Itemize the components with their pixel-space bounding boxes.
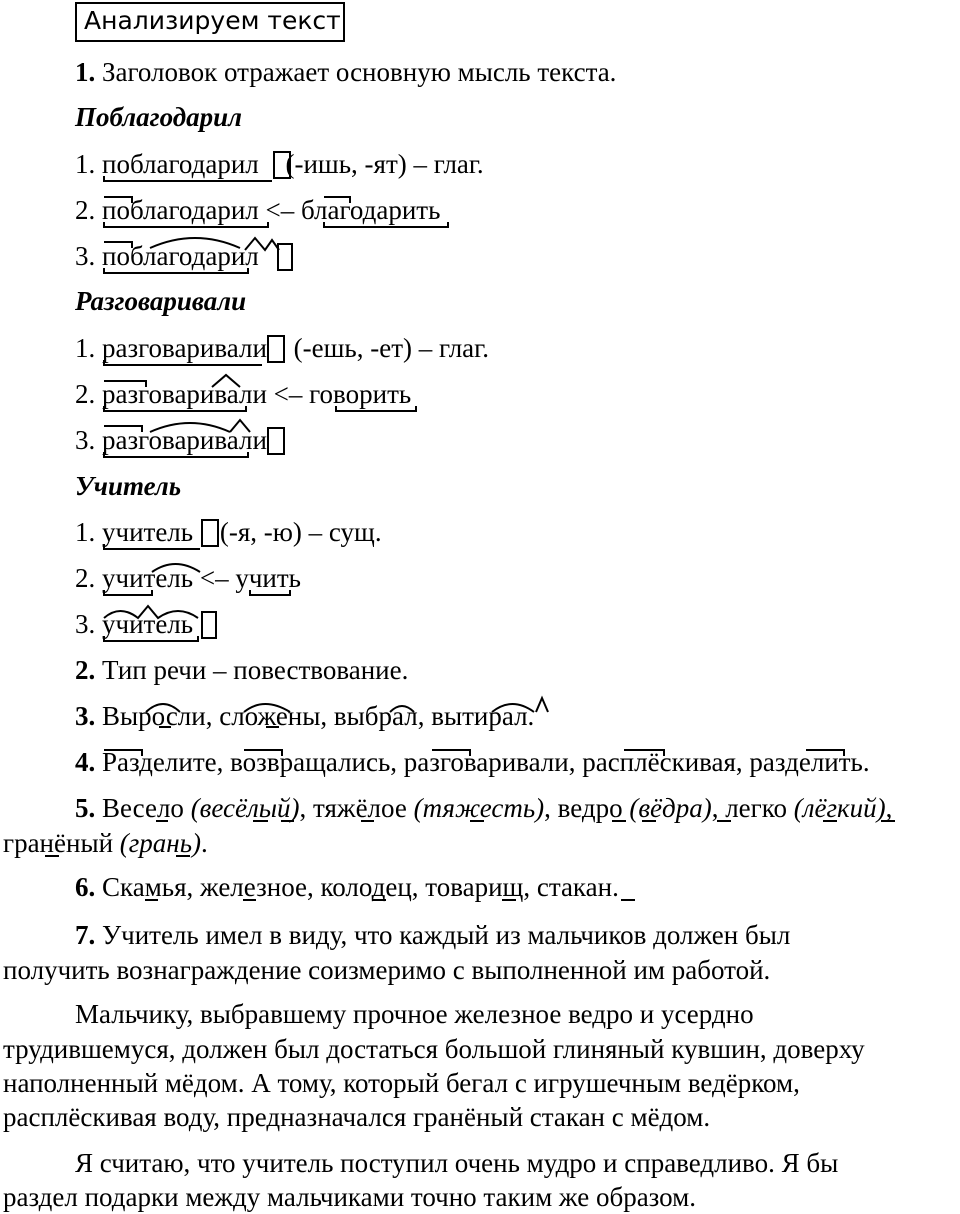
analyzed-word: разговаривали xyxy=(102,379,267,409)
analysis-line: 3. учитель xyxy=(75,609,194,639)
analysis-line: 2. учитель <– учить xyxy=(75,563,301,593)
analyzed-word: учитель xyxy=(102,563,194,593)
task-5: 5. Весело (весёлый), тяжёлое (тяжесть), ведро (вёдра), легко (лёгкий), xyxy=(75,793,893,823)
analyzed-word: разговаривали xyxy=(102,333,267,363)
paragraph-line: Я считаю, что учитель поступил очень мудро и справедливо. Я бы xyxy=(75,1148,839,1178)
paragraph-line: Мальчику, выбравшему прочное железное ведро и усердно xyxy=(75,999,754,1029)
root-word: благодарить xyxy=(300,195,441,225)
task-6 xyxy=(75,870,619,904)
task-1 xyxy=(75,55,616,89)
analysis-line: 3. разговаривали xyxy=(75,425,267,455)
analyzed-word: поблагодарил xyxy=(102,241,259,271)
analysis-line: 3. поблагодарил xyxy=(75,241,259,271)
task-4 xyxy=(75,745,870,779)
root-word: говорить xyxy=(309,379,412,409)
analysis-line: 2. разговаривали <– говорить xyxy=(75,379,412,409)
task-7-number: 7. xyxy=(75,920,96,950)
task-4-number: 4. xyxy=(75,747,96,777)
task-7: 7. Учитель имел в виду, что каждый из мальчиков должен был xyxy=(75,920,791,950)
task-2-number: 2. xyxy=(75,655,96,685)
analyzed-word: поблагодарил xyxy=(102,195,259,225)
analyzed-word: учитель xyxy=(102,517,194,547)
analysis-line: 1. поблагодарил (-ишь, -ят) – глаг. xyxy=(75,149,484,179)
task-1-number: 1. xyxy=(75,57,96,87)
task-5-continued: гранёный (грань). xyxy=(3,828,208,858)
analyzed-word: разговаривали xyxy=(102,425,267,455)
task-4-text: Разделите, возвращались, разговаривали, расплёскивая, разделить. xyxy=(95,747,870,777)
page-title: Анализируем текст xyxy=(84,6,341,35)
word-heading-razgovarivali: Разговаривали xyxy=(75,286,247,316)
analyzed-word: учитель xyxy=(102,609,194,639)
analysis-line: 1. учитель (-я, -ю) – сущ. xyxy=(75,517,382,547)
analysis-line: 2. поблагодарил <– благодарить xyxy=(75,195,441,225)
analysis-line: 1. разговаривали (-ешь, -ет) – глаг. xyxy=(75,333,489,363)
task-5-number: 5. xyxy=(75,793,96,823)
task-6-number: 6. xyxy=(75,872,96,902)
task-3 xyxy=(75,699,534,733)
task-6-text: Скамья, железное, колодец, товарищ, стакан. xyxy=(95,872,619,902)
root-word: учить xyxy=(235,563,301,593)
task-7-line: получить вознаграждение соизмеримо с выполненной им работой. xyxy=(3,955,771,985)
task-2-text: Тип речи – повествование. xyxy=(95,655,409,685)
paragraph-line: расплёскивая воду, предназначался гранёный стакан с мёдом. xyxy=(3,1102,711,1132)
paragraph-line: раздел подарки между мальчиками точно таким же образом. xyxy=(3,1182,697,1212)
word-heading-uchitel: Учитель xyxy=(75,471,182,501)
analyzed-word: поблагодарил xyxy=(102,149,259,179)
paragraph-line: трудившемуся, должен был достаться большой глиняный кувшин, доверху xyxy=(3,1034,865,1064)
task-1-text: Заголовок отражает основную мысль текста. xyxy=(95,57,617,87)
task-3-number: 3. xyxy=(75,701,96,731)
task-2 xyxy=(75,653,408,687)
word-heading-poblagodaril: Поблагодарил xyxy=(75,102,243,132)
task-3-text: Выросли, сложены, выбрал, вытирал. xyxy=(95,701,535,731)
paragraph-line: наполненный мёдом. А тому, который бегал с игрушечным ведёрком, xyxy=(3,1068,800,1098)
